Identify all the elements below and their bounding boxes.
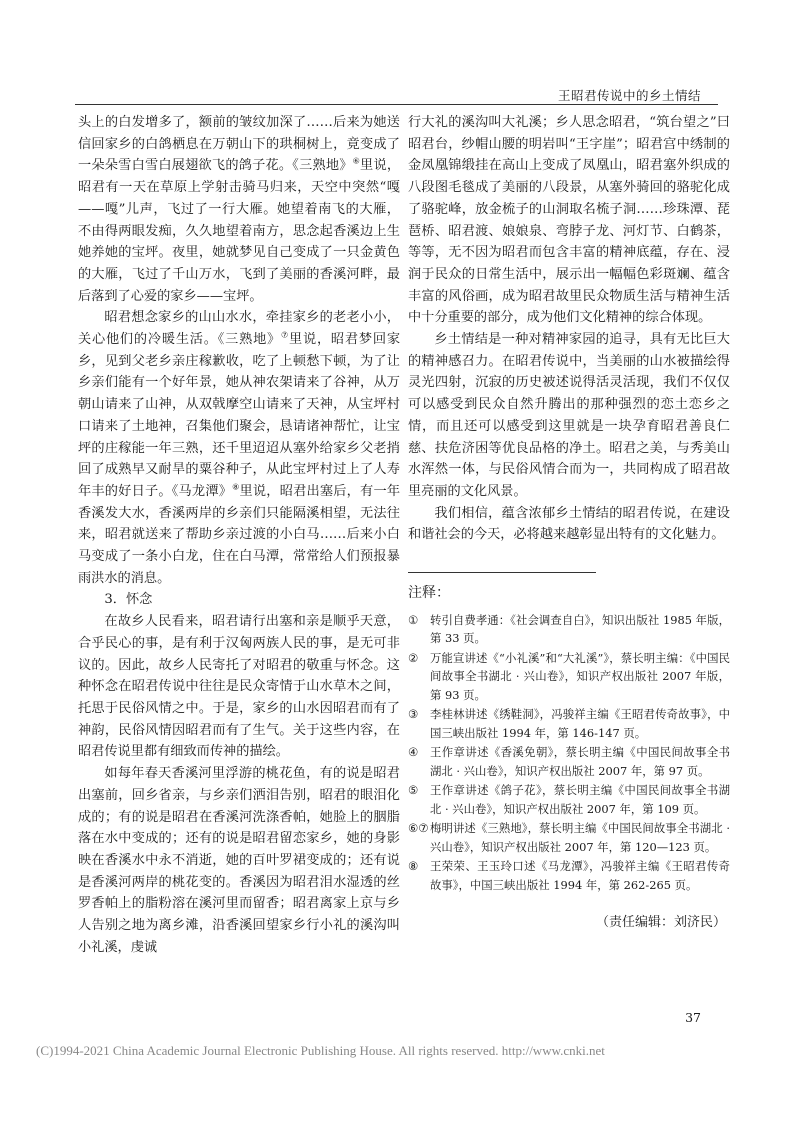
note-item — [408, 781, 730, 818]
body-paragraph: 我们相信，蕴含浓郁乡土情结的昭君传说，在建设和谐社会的今天，必将越来越彰显出特有的文化魅力。 — [408, 505, 730, 543]
note-text: 李桂林讲述《绣鞋洞》，冯骏祥主编《王昭君传奇故事》，中国三峡出版社 1994 年，第 146-147 页。 — [430, 707, 730, 740]
note-marker: ① — [408, 612, 419, 627]
notes-title: 注释： — [408, 585, 450, 602]
paragraph-text: 里说，昭君出塞后，有一年香溪发大水，香溪两岸的乡亲们只能隔溪相望，无法往来，昭君就送来了帮助乡亲过渡的小白马……后来小白马变成了一条小白龙，住在白马潭，常常给人们预报暴雨洪水的消息。 — [78, 483, 401, 586]
note-text: 王作章讲述《香溪免朝》，蔡长明主编《中国民间故事全书湖北 · 兴山卷》，知识产权出版社 2007 年，第 97 页。 — [430, 745, 730, 778]
footnote-ref: ⑦ — [281, 330, 289, 340]
note-text: 梅明讲述《三熟地》，蔡长明主编《中国民间故事全书湖北 · 兴山卷》，知识产权出版社 2007 年，第 120—123 页。 — [430, 821, 730, 854]
running-head: 王昭君传说中的乡土情结 — [557, 88, 701, 103]
footnote-ref: ⑧ — [232, 482, 240, 492]
left-column — [78, 112, 400, 958]
note-marker: ⑥⑦ — [408, 821, 429, 836]
paragraph-text: 头上的白发增多了，额前的皱纹加深了……后来为她送信回家乡的白鸽栖息在万朝山下的珙桐树上，竟变成了一朵朵雪白雪白展翅欲飞的鸽子花。《三熟地》 — [78, 115, 400, 174]
responsible-editor: （责任编辑：刘济民） — [595, 915, 726, 931]
note-item — [408, 705, 730, 742]
body-paragraph: 在故乡人民看来，昭君请行出塞和亲是顺乎天意，合乎民心的事，是有利于汉匈两族人民的事，是无可非议的。因此，故乡人民寄托了对昭君的敬重与怀念。这种怀念在昭君传说中往往是民众寄情于山水草木之间，托思于民俗风情之中。于是，家乡的山水因昭君而有了神韵，民俗风情因昭君而有了生气。关于这些内容，在昭君传说里都有细致而传神的描绘。 — [78, 614, 400, 760]
footnote-ref: ⑥ — [352, 157, 361, 167]
body-paragraph: 如每年春天香溪河里浮游的桃花鱼，有的说是昭君出塞前，回乡省亲，与乡亲们洒泪告别，昭君的眼泪化成的；有的说是昭君在香溪河洗涤香帕，她脸上的胭脂落在水中变成的；还有的说是昭君留恋家乡，她的身影映在香溪水中永不消逝，她的百叶罗裙变成的；还有说是香溪河两岸的桃花变的。香溪因为昭君泪水湿透的丝罗香帕上的脂粉溶在溪河里而留香；昭君离家上京与乡人告别之地为离乡滩，沿香溪回望家乡行小礼的溪沟叫小礼溪，虔诚 — [78, 766, 400, 955]
copyright-footer: (C)1994-2021 China Academic Journal Electronic Publishing House. All rights reserved. http://www.cnki.net — [36, 1043, 605, 1058]
note-text: 万能宣讲述《“小礼溪”和“大礼溪”》，蔡长明主编：《中国民间故事全书湖北 · 兴山卷》，知识产权出版社 2007 年版，第 93 页。 — [430, 650, 730, 702]
body-paragraph: 行大礼的溪沟叫大礼溪；乡人思念昭君，“筑台望之”曰昭君台，纱帽山腰的明岩叫“王字崖”；昭君宫中绣制的金凤凰锦缎挂在高山上变成了凤凰山，昭君塞外织成的八段图毛毯成了美丽的八段景，从塞外骑回的骆驼化成了骆驼峰，放金梳子的山洞取名梳子洞……珍珠潭、琵琶桥、昭君渡、娘娘泉、弯脖子龙、河灯节、白鹤茶，等等，无不因为昭君而包含丰富的精神底蕴，存在、浸润于民众的日常生活中，展示出一幅幅色彩斑斓、蕴含丰富的风俗画，成为昭君故里民众物质生活与精神生活中十分重要的部分，成为他们文化精神的综合体现。 — [408, 115, 730, 326]
note-text: 转引自费孝通：《社会调查自白》，知识出版社 1985 年版，第 33 页。 — [430, 612, 730, 646]
paragraph-text: 里说，昭君梦回家乡，见到父老乡亲庄稼歉收，吃了上顿愁下顿，为了让乡亲们能有一个好年景，她从神农架请来了谷神，从万朝山请来了山神，从双戟摩空山请来了天神，从宝坪村口请来了土地神，召集他们聚会，恳请诸神帮忙，让宝坪的庄稼能一年三熟，还千里迢迢从塞外给家乡父老捎回了成熟早又耐旱的粟谷种子，从此宝坪村过上了人寿年丰的好日子。《马龙潭》 — [78, 332, 401, 499]
body-paragraph — [78, 112, 400, 307]
paragraph-text: 昭君想念家乡的山山水水，牵挂家乡的老老小小，关心他们的冷暖生活。《三熟地》 — [78, 310, 400, 348]
note-item — [408, 743, 730, 780]
page-number: 37 — [685, 1010, 701, 1025]
note-marker: ④ — [408, 745, 419, 760]
note-item — [408, 649, 730, 705]
note-item — [408, 611, 730, 648]
note-marker: ⑧ — [408, 859, 419, 874]
note-marker: ③ — [408, 707, 419, 722]
notes-list — [408, 611, 730, 895]
note-marker: ② — [408, 650, 419, 665]
note-text: 王作章讲述《鸽子花》，蔡长明主编《中国民间故事全书湖北 · 兴山卷》，知识产权出版社 2007 年，第 109 页。 — [430, 783, 730, 816]
header-rule — [75, 104, 718, 105]
right-column — [408, 112, 730, 934]
note-item — [408, 819, 730, 856]
paragraph-text: 里说，昭君有一天在草原上学射击骑马归来，天空中突然“嘎——嘎”儿声，飞过了一行大雁。她望着南飞的大雁，不由得两眼发痴，久久地望着南方，思念起香溪边上生她养她的宝坪。夜里，她就梦见自己变成了一只金黄色的大雁，飞过了千山万水，飞到了美丽的香溪河畔，最后落到了心爱的家乡——宝坪。 — [78, 158, 401, 304]
note-item — [408, 857, 730, 894]
note-text: 王荣荣、王玉玲口述《马龙潭》，冯骏祥主编《王昭君传奇故事》，中国三峡出版社 1994 年，第 262-265 页。 — [430, 859, 730, 892]
section-heading: 3．怀念 — [104, 592, 153, 608]
note-marker: ⑤ — [408, 783, 419, 798]
body-paragraph: 乡土情结是一种对精神家园的追寻，具有无比巨大的精神感召力。在昭君传说中，当美丽的山水被描绘得灵光四射，沉寂的历史被述说得活灵活现，我们不仅仅可以感受到民众自然升腾出的那种强烈的恋土恋乡之情，而且还可以感受到这里就是一块孕育昭君善良仁慈、扶危济困等优良品格的净土。昭君之美，与秀美山水浑然一体，与民俗风情合而为一，共同构成了昭君故里亮丽的文化风景。 — [408, 332, 730, 499]
body-paragraph — [78, 307, 400, 589]
notes-rule — [408, 572, 596, 573]
